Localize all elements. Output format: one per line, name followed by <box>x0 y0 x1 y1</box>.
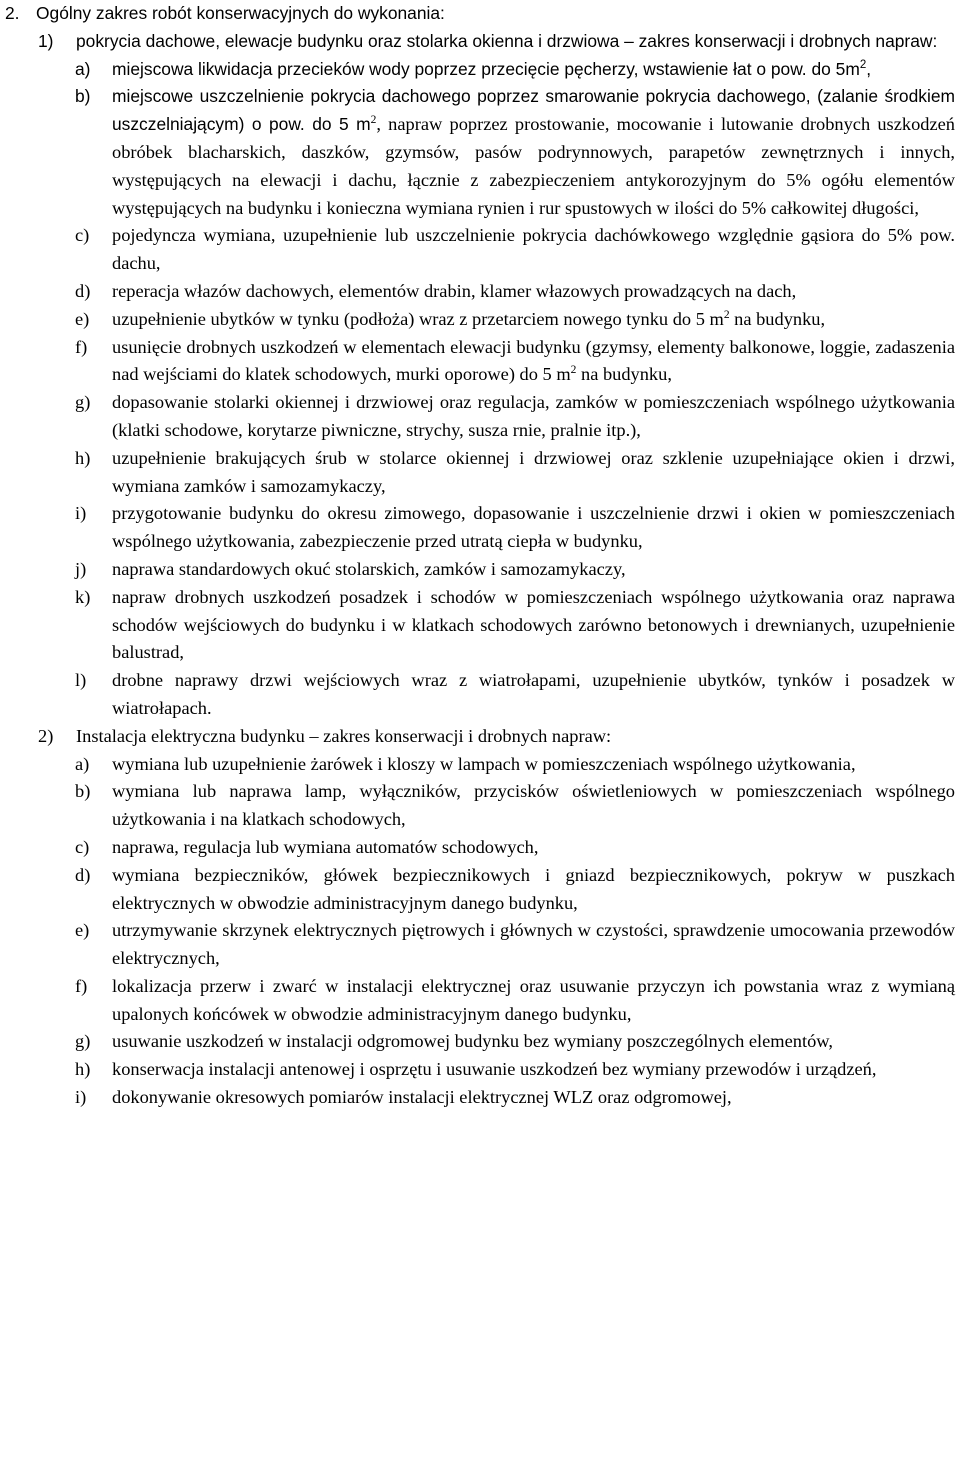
item-letter: f) <box>75 336 88 357</box>
item-text-main: uzupełnienie ubytków w tynku (podłoża) wraz z przetarciem nowego tynku do 5 m <box>112 308 724 329</box>
list-item <box>0 56 960 84</box>
group-number: 2) <box>38 725 54 746</box>
superscript: 2 <box>370 114 377 127</box>
list-item <box>0 667 960 723</box>
list-item <box>0 334 960 390</box>
superscript: 2 <box>570 364 577 377</box>
item-letter: i) <box>75 503 87 524</box>
item-text: naprawa, regulacja lub wymiana automatów schodowych, <box>112 836 539 857</box>
item-text: dopasowanie stolarki okiennej i drzwiowej oraz regulacja, zamków w pomieszczeniach wspólnego użytkowania (klatki schodowe, korytarze piwniczne, strychy, susza rnie, pralnie itp.), <box>112 392 955 440</box>
list-item <box>0 834 960 862</box>
item-letter: i) <box>75 1087 87 1108</box>
item-letter: b) <box>75 781 91 802</box>
group-heading-roofing <box>0 28 960 56</box>
list-item <box>0 973 960 1029</box>
superscript: 2 <box>723 308 730 321</box>
section-title: Ogólny zakres robót konserwacyjnych do wykonania: <box>36 3 445 23</box>
item-text: drobne naprawy drzwi wejściowych wraz z wiatrołapami, uzupełnienie ubytków, tynków i posadzek w wiatrołapach. <box>112 670 955 718</box>
superscript: 2 <box>859 58 867 71</box>
item-text: reperacja włazów dachowych, elementów drabin, klamer włazowych prowadzących na dach, <box>112 280 797 301</box>
item-text <box>0 306 960 334</box>
item-text: przygotowanie budynku do okresu zimowego, dopasowanie i uszczelnienie drzwi i okien w pomieszczeniach wspólnego użytkowania, zabezpieczenie przed utratą ciepła w budynku, <box>112 503 955 552</box>
item-text-main: usunięcie drobnych uszkodzeń w elementach elewacji budynku (gzymsy, elementy balkonowe, loggie, zadaszenia nad wejściami do klatek schodowych, murki oporowe) do 5 m <box>112 336 955 385</box>
item-text: napraw drobnych uszkodzeń posadzek i schodów w pomieszczeniach wspólnego użytkowania oraz naprawa schodów wejściowych do budynku i w klatkach schodowych zarówno betonowych i drewnianych, uzupełnienie balustrad, <box>112 586 955 663</box>
list-item <box>0 500 960 556</box>
item-text: uzupełnienie brakujących śrub w stolarce okiennej i drzwiowej oraz szklenie uzupełniające okien i drzwi, wymiana zamków i samozamykaczy, <box>112 447 955 496</box>
item-text-after: , <box>866 58 872 79</box>
list-item <box>0 445 960 501</box>
item-text <box>0 334 960 390</box>
section-number: 2. <box>5 3 20 23</box>
list-item <box>0 222 960 278</box>
group-title: Instalacja elektryczna budynku – zakres konserwacji i drobnych napraw: <box>76 725 612 746</box>
item-letter: b) <box>75 86 91 107</box>
item-text: wymiana bezpieczników, główek bezpiecznikowych i gniazd bezpiecznikowych, pokryw w puszkach elektrycznych w obwodzie administracyjnym danego budynku, <box>112 864 955 913</box>
item-letter: g) <box>75 392 91 413</box>
item-text <box>0 83 960 222</box>
item-text: naprawa standardowych okuć stolarskich, zamków i samozamykaczy, <box>112 558 626 579</box>
list-item <box>0 278 960 306</box>
item-letter: c) <box>75 225 90 246</box>
item-letter: h) <box>75 1059 91 1080</box>
section-heading <box>0 0 960 28</box>
group-title: pokrycia dachowe, elewacje budynku oraz stolarka okienna i drzwiowa – zakres konserwacji i drobnych napraw: <box>76 30 938 51</box>
item-letter: f) <box>75 975 88 996</box>
item-letter: g) <box>75 1031 91 1052</box>
item-text: usuwanie uszkodzeń w instalacji odgromowej budynku bez wymiany poszczególnych elementów, <box>112 1031 833 1052</box>
list-item <box>0 389 960 445</box>
item-text-after: na budynku, <box>576 364 672 385</box>
item-text: lokalizacja przerw i zwarć w instalacji elektrycznej oraz usuwanie przyczyn ich powstania wraz z wymianą upalonych końcówek w obwodzie administracyjnym danego budynku, <box>112 975 955 1024</box>
list-item <box>0 1028 960 1056</box>
item-text-after: , napraw poprzez prostowanie, mocowanie i lutowanie drobnych uszkodzeń obróbek blacharskich, daszków, gzymsów, pasów podrynnowych, parapetów zewnętrznych i innych, występujących na elewacji i dachu, łącznie z zabezpieczeniem antykorozyjnym do 5% ogółu elementów występujących na budynku i konieczna wymiana rynien i rur spustowych w ilości do 5% całkowitej długości, <box>112 114 955 218</box>
item-text <box>0 56 960 84</box>
item-letter: a) <box>75 753 90 774</box>
list-item <box>0 862 960 918</box>
group-heading-electrical <box>0 723 960 751</box>
list-item <box>0 917 960 973</box>
item-text: wymiana lub naprawa lamp, wyłączników, przycisków oświetleniowych w pomieszczeniach wspólnego użytkowania i na klatkach schodowych, <box>112 781 955 830</box>
item-letter: d) <box>75 864 91 885</box>
item-letter: a) <box>75 58 91 79</box>
item-text: utrzymywanie skrzynek elektrycznych piętrowych i głównych w czystości, sprawdzenie umocowania przewodów elektrycznych, <box>112 920 955 969</box>
item-text: pojedyncza wymiana, uzupełnienie lub uszczelnienie pokrycia dachówkowego względnie gąsiora do 5% pow. dachu, <box>112 225 955 274</box>
list-item <box>0 751 960 779</box>
group-number: 1) <box>38 30 54 51</box>
list-item <box>0 1084 960 1112</box>
item-text: dokonywanie okresowych pomiarów instalacji elektrycznej WLZ oraz odgromowej, <box>112 1087 732 1108</box>
item-text-main: miejscowe uszczelnienie pokrycia dachowego poprzez smarowanie pokrycia dachowego, (zalanie środkiem uszczelniającym) o pow. do 5 m <box>112 86 955 135</box>
item-letter: d) <box>75 280 91 301</box>
item-letter: k) <box>75 586 91 607</box>
list-item <box>0 584 960 667</box>
item-text-after: na budynku, <box>729 308 826 329</box>
list-item <box>0 83 960 222</box>
item-letter: e) <box>75 308 90 329</box>
list-item <box>0 778 960 834</box>
item-letter: h) <box>75 447 91 468</box>
item-letter: j) <box>75 558 87 579</box>
item-text-main: miejscowa likwidacja przecieków wody poprzez przecięcie pęcherzy, wstawienie łat o pow. do 5m <box>112 58 860 79</box>
item-text: konserwacja instalacji antenowej i osprzętu i usuwanie uszkodzeń bez wymiany przewodów i urządzeń, <box>112 1059 877 1080</box>
list-item <box>0 306 960 334</box>
item-letter: c) <box>75 836 90 857</box>
list-item <box>0 1056 960 1084</box>
list-item <box>0 556 960 584</box>
item-letter: l) <box>75 670 87 691</box>
item-letter: e) <box>75 920 90 941</box>
item-text: wymiana lub uzupełnienie żarówek i kloszy w lampach w pomieszczeniach wspólnego użytkowania, <box>112 753 856 774</box>
